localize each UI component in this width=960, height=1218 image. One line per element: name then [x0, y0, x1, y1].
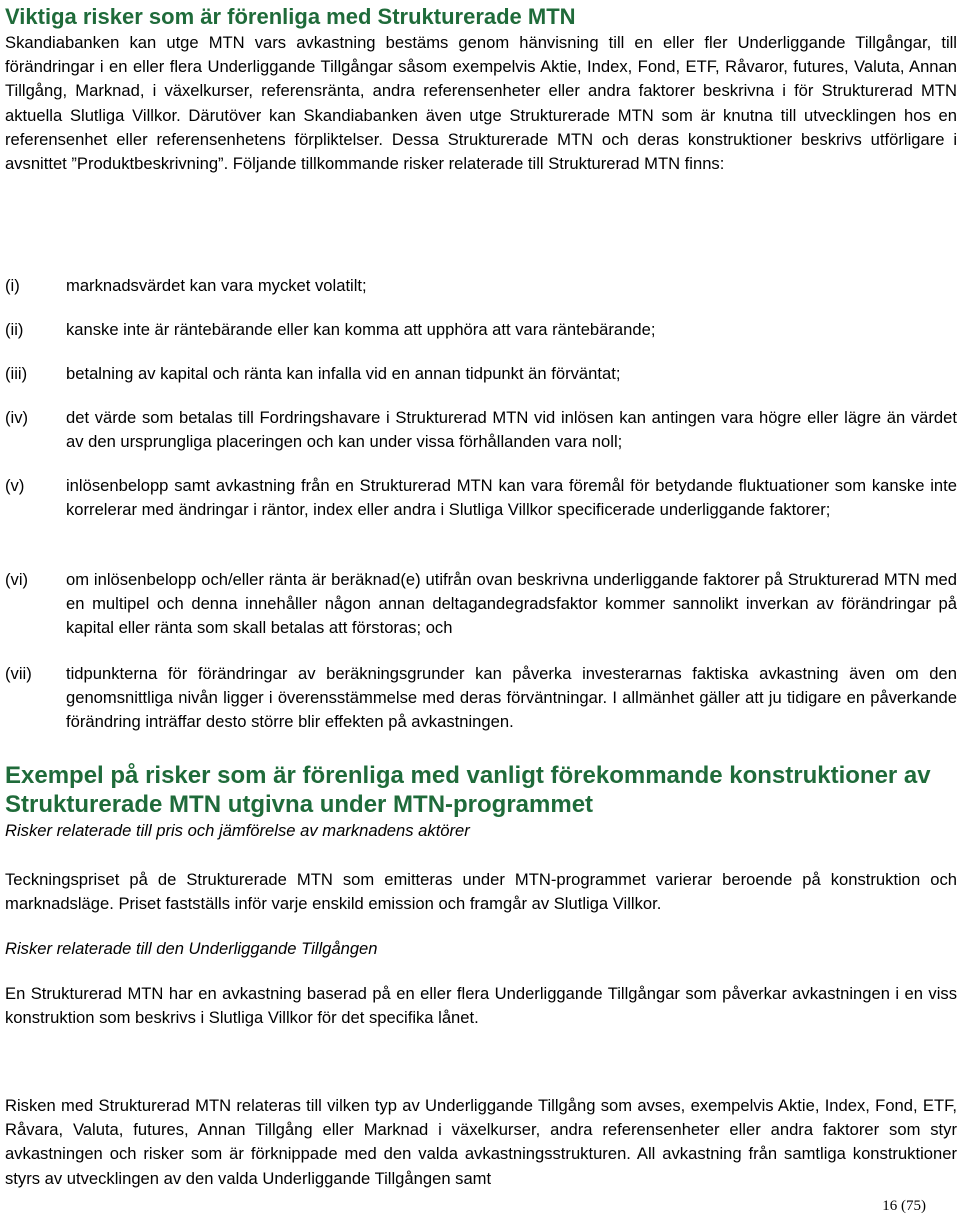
list-item-text: inlösenbelopp samt avkastning från en Strukturerad MTN kan vara föremål för betydande fluktuationer som kanske inte korrelerar med ändringar i räntor, index eller andra i Slutliga Villkor specificerade underliggande faktorer; — [66, 476, 957, 520]
paragraph: En Strukturerad MTN har en avkastning baserad på en eller flera Underliggande Tillgångar som påverkar avkastningen i en viss konstruktion som beskrivs i Slutliga Villkor för det specifika lånet. — [5, 984, 957, 1028]
paragraph: Risken med Strukturerad MTN relateras till vilken typ av Underliggande Tillgång som avses, exempelvis Aktie, Index, Fond, ETF, Råvara, Valuta, futures, Annan Tillgång eller Marknad i växelkurser, andra referensenheter eller andra faktorer som styr avkastningen och risker som är förknippade med den valda avkastningsstrukturen. All avkastning från samtliga konstruktioner styrs av utvecklingen av den valda Underliggande Tillgången samt — [5, 1096, 957, 1188]
list-item-text: kanske inte är räntebärande eller kan komma att upphöra att vara räntebärande; — [66, 320, 656, 339]
list-item-text: om inlösenbelopp och/eller ränta är beräknad(e) utifrån ovan beskrivna underliggande faktorer på Strukturerad MTN med en multipel och denna innehåller någon annan deltagandegradsfaktor kommer sannolikt inverkan av förändringar på kapital eller ränta som skall betalas att förstoras; och — [66, 570, 957, 638]
list-item-number: (iii) — [5, 364, 28, 383]
list-item-number: (vi) — [5, 570, 29, 589]
list-item-number: (ii) — [5, 320, 24, 339]
list-item-text: det värde som betalas till Fordringshavare i Strukturerad MTN vid inlösen kan antingen vara högre eller lägre än värdet av den ursprungliga placeringen och kan under vissa förhållanden vara noll; — [66, 408, 957, 452]
section-title: Viktiga risker som är förenliga med Strukturerade MTN — [5, 4, 576, 29]
paragraph: Teckningspriset på de Strukturerade MTN som emitteras under MTN-programmet varierar beroende på konstruktion och marknadsläge. Priset fastställs inför varje enskild emission och framgår av Slutliga Villkor. — [5, 870, 957, 914]
list-item-number: (v) — [5, 476, 25, 495]
list-item-number: (vii) — [5, 664, 32, 683]
list-item-text: marknadsvärdet kan vara mycket volatilt; — [66, 276, 367, 295]
list-item-number: (i) — [5, 276, 20, 295]
section-2 — [5, 761, 957, 843]
intro-paragraph: Skandiabanken kan utge MTN vars avkastning bestäms genom hänvisning till en eller fler Underliggande Tillgångar, till förändringar i en eller flera Underliggande Tillgångar såsom exempelvis Aktie, Index, Fond, ETF, Råvaror, futures, Valuta, Annan Tillgång, Marknad, i växelkurser, referensränta, andra referensenheter eller andra faktorer beskrivna i för Strukturerad MTN aktuella Slutliga Villkor. Därutöver kan Skandiabanken även utge Strukturerade MTN som är knutna till utvecklingen hos en referensenhet eller referensenhetens förpliktelser. Dessa Strukturerade MTN och deras konstruktioner beskrivs utförligare i avsnittet ”Produktbeskrivning”. Följande tillkommande risker relaterade till Strukturerad MTN finns: — [5, 33, 957, 174]
subheading: Risker relaterade till den Underliggande Tillgången — [5, 939, 378, 958]
list-item-text: betalning av kapital och ränta kan infalla vid en annan tidpunkt än förväntat; — [66, 364, 621, 383]
page-number: 16 (75) — [882, 1198, 926, 1214]
section-title: Exempel på risker som är förenliga med vanligt förekommande konstruktioner av Strukturerade MTN utgivna under MTN-programmet — [5, 762, 931, 818]
list-item-text: tidpunkterna för förändringar av beräkningsgrunder kan påverka investerarnas faktiska avkastning även om den genomsnittliga nivån ligger i överensstämmelse med deras förväntningar. I allmänhet gäller att ju tidigare en påverkande förändring inträffar desto större blir effekten på avkastningen. — [66, 664, 957, 732]
list-item-number: (iv) — [5, 408, 29, 427]
document-page — [5, 0, 957, 176]
subheading: Risker relaterade till pris och jämförelse av marknadens aktörer — [5, 821, 470, 840]
